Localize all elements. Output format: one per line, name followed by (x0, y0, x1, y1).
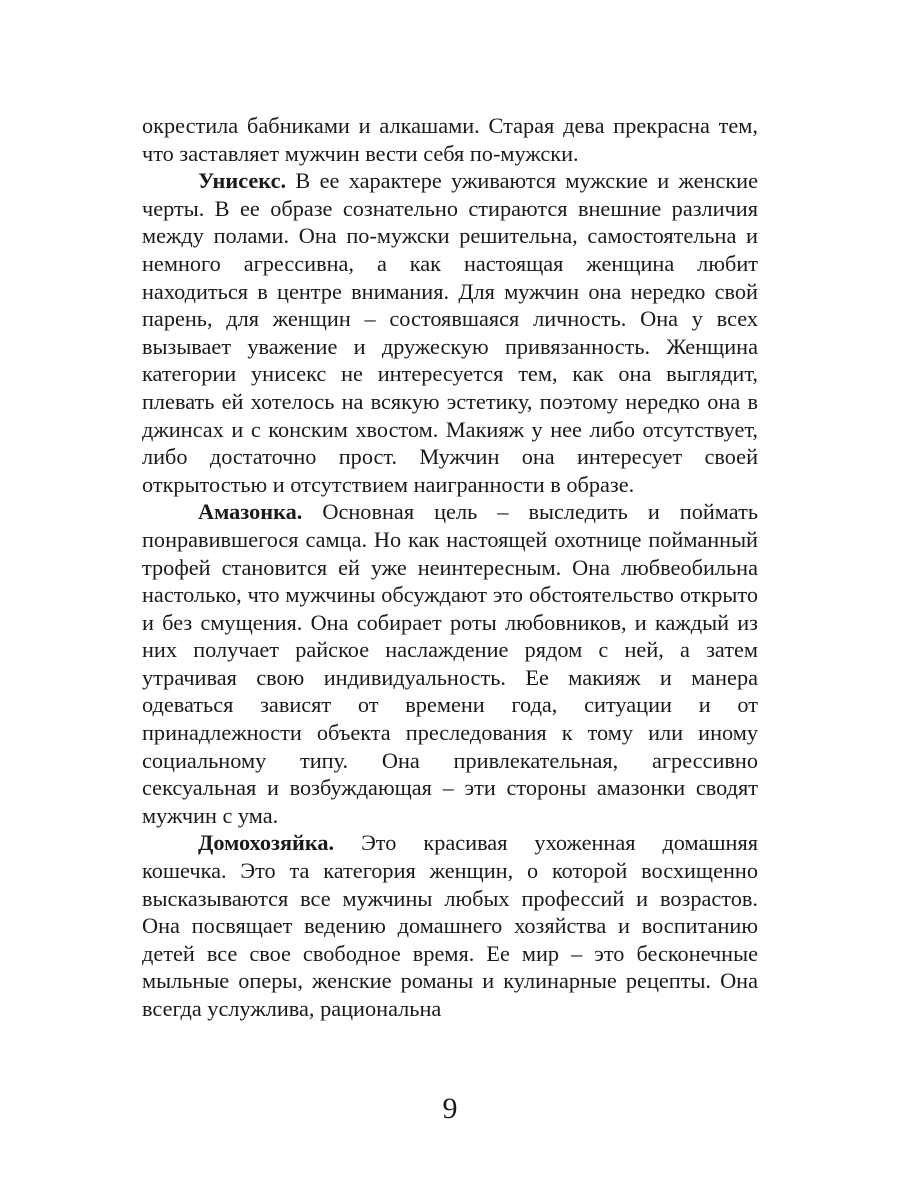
paragraph-amazon (142, 498, 758, 829)
paragraph-text: В ее характере уживаются мужские и женские черты. В ее образе сознательно стираются внешние различия между полами. Она по-мужски решительна, самостоятельна и немного агрессивна, а как настоящая женщина любит находиться в центре внимания. Для мужчин она нередко свой парень, для женщин – состоявшаяся личность. Она у всех вызывает уважение и дружескую привязанность. Женщина категории унисекс не интересуется тем, как она выглядит, плевать ей хотелось на всякую эстетику, поэтому нередко она в джинсах и с конским хвостом. Макияж у нее либо отсутствует, либо достаточно прост. Мужчин она интересует своей открытостью и отсутствием наигранности в образе. (142, 168, 758, 497)
term-amazon: Амазонка. (198, 499, 303, 525)
term-housewife: Домохозяйка. (198, 830, 335, 856)
paragraph-housewife (142, 829, 758, 1022)
paragraph-continuation (142, 112, 758, 167)
term-unisex: Унисекс. (198, 168, 287, 194)
page-number: 9 (442, 1092, 458, 1125)
paragraph-text: окрестила бабниками и алкашами. Старая дева прекрасна тем, что заставляет мужчин вести себя по-мужски. (142, 113, 758, 166)
body-text (142, 112, 758, 1023)
paragraph-text: Основная цель – выследить и поймать понравившегося самца. Но как настоящей охотнице пойманный трофей становится ей уже неинтересным. Она любвеобильна настолько, что мужчины обсуждают это обстоятельство открыто и без смущения. Она собирает роты любовников, и каждый из них получает райское наслаждение рядом с ней, а затем утрачивая свою индивидуальность. Ее макияж и манера одеваться зависят от времени года, ситуации и от принадлежности объекта преследования к тому или иному социальному типу. Она привлекательная, агрессивно сексуальная и возбуждающая – эти стороны амазонки сводят мужчин с ума. (142, 499, 758, 828)
paragraph-unisex (142, 167, 758, 498)
paragraph-text: Это красивая ухоженная домашняя кошечка. Это та категория женщин, о которой восхищенно высказываются все мужчины любых профессий и возрастов. Она посвящает ведению домашнего хозяйства и воспитанию детей все свое свободное время. Ее мир – это бесконечные мыльные оперы, женские романы и кулинарные рецепты. Она всегда услужлива, рациональна (142, 830, 758, 1021)
